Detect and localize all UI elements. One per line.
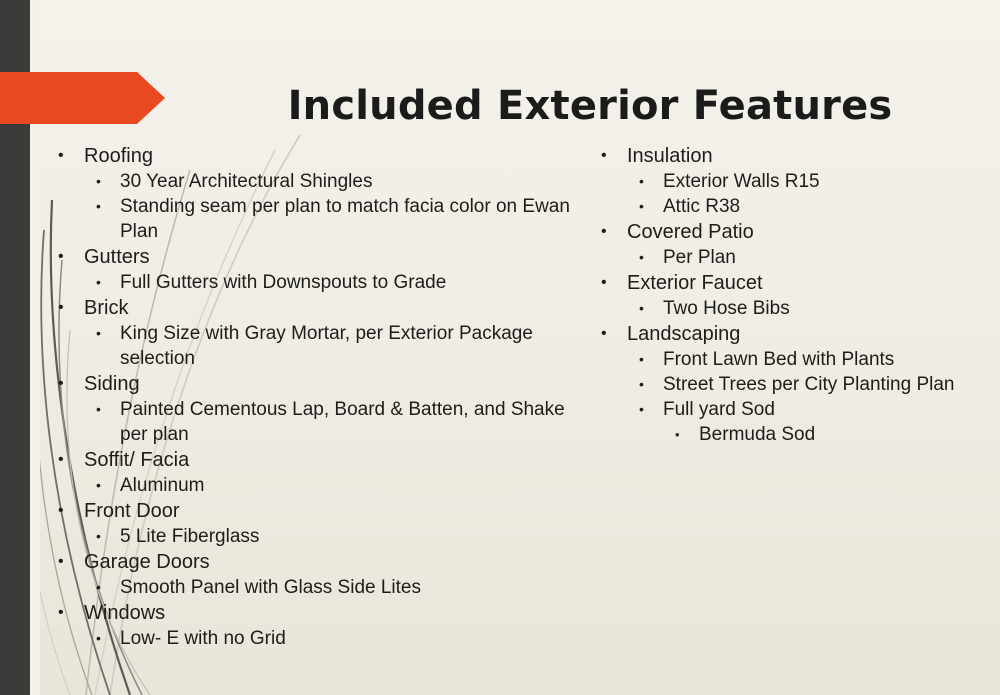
bullet-icon: •	[639, 249, 644, 265]
list-item	[84, 169, 589, 194]
list-item	[84, 397, 589, 447]
list-item	[585, 219, 1000, 270]
feature-label: Low- E with no Grid	[120, 628, 286, 649]
bullet-icon: •	[96, 325, 101, 341]
bullet-icon: •	[601, 274, 607, 291]
list-item	[44, 600, 589, 651]
feature-label: Street Trees per City Planting Plan	[663, 374, 955, 395]
sub-list	[84, 169, 589, 244]
list-item	[44, 447, 589, 498]
list-item	[627, 372, 1000, 397]
bullet-icon: •	[639, 401, 644, 417]
list-item	[44, 549, 589, 600]
feature-label: Front Lawn Bed with Plants	[663, 349, 895, 370]
feature-label: Insulation	[627, 145, 713, 167]
bullet-icon: •	[96, 173, 101, 189]
sub-sub-list	[663, 422, 1000, 447]
feature-label: Bermuda Sod	[699, 424, 816, 445]
bullet-icon: •	[96, 401, 101, 417]
sub-list	[84, 626, 589, 651]
list-item	[84, 270, 589, 295]
feature-label: Smooth Panel with Glass Side Lites	[120, 577, 421, 598]
bullet-icon: •	[58, 604, 64, 621]
feature-label: Garage Doors	[84, 551, 210, 573]
list-item	[585, 143, 1000, 219]
feature-label: 5 Lite Fiberglass	[120, 526, 260, 547]
bullet-icon: •	[639, 198, 644, 214]
sub-list	[627, 347, 1000, 447]
list-item	[44, 143, 589, 244]
feature-label: Painted Cementous Lap, Board & Batten, and Shake per plan	[120, 399, 565, 445]
feature-label: Landscaping	[627, 323, 741, 345]
bullet-icon: •	[675, 427, 680, 442]
list-item	[44, 371, 589, 447]
sub-list	[84, 270, 589, 295]
sub-list	[84, 321, 589, 371]
feature-label: Gutters	[84, 246, 150, 268]
feature-label: 30 Year Architectural Shingles	[120, 171, 373, 192]
bullet-icon: •	[96, 274, 101, 290]
feature-list-right	[585, 143, 1000, 447]
list-item	[84, 524, 589, 549]
list-item	[627, 347, 1000, 372]
feature-label: Windows	[84, 602, 166, 624]
sub-list	[84, 524, 589, 549]
bullet-icon: •	[96, 579, 101, 595]
feature-label: Covered Patio	[627, 221, 754, 243]
feature-label: Full Gutters with Downspouts to Grade	[120, 272, 447, 293]
sub-list	[84, 397, 589, 447]
page-title: Included Exterior Features	[287, 83, 893, 129]
list-item	[627, 194, 1000, 219]
list-item	[84, 575, 589, 600]
feature-label: Two Hose Bibs	[663, 298, 790, 319]
bullet-icon: •	[58, 147, 64, 164]
orange-arrow-banner	[0, 72, 165, 124]
sub-list	[84, 575, 589, 600]
sub-list	[84, 473, 589, 498]
feature-label: Brick	[84, 297, 129, 319]
bullet-icon: •	[58, 248, 64, 265]
bullet-icon: •	[58, 502, 64, 519]
feature-label: Per Plan	[663, 247, 736, 268]
feature-label: Exterior Faucet	[627, 272, 763, 294]
sub-list	[627, 169, 1000, 219]
bullet-icon: •	[96, 630, 101, 646]
sub-list	[627, 296, 1000, 321]
list-item	[585, 321, 1000, 447]
bullet-icon: •	[639, 376, 644, 392]
bullet-icon: •	[58, 553, 64, 570]
list-item	[84, 321, 589, 371]
list-item	[44, 244, 589, 295]
bullet-icon: •	[96, 528, 101, 544]
left-column	[44, 143, 589, 651]
bullet-icon: •	[601, 325, 607, 342]
bullet-icon: •	[96, 198, 101, 214]
list-item	[84, 626, 589, 651]
bullet-icon: •	[601, 223, 607, 240]
list-item	[84, 473, 589, 498]
feature-label: Soffit/ Facia	[84, 449, 190, 471]
feature-label: King Size with Gray Mortar, per Exterior Package selection	[120, 323, 533, 369]
list-item	[44, 498, 589, 549]
right-column	[585, 143, 1000, 447]
list-item	[585, 270, 1000, 321]
feature-label: Exterior Walls R15	[663, 171, 820, 192]
bullet-icon: •	[58, 375, 64, 392]
feature-label: Front Door	[84, 500, 180, 522]
sub-list	[627, 245, 1000, 270]
list-item	[627, 245, 1000, 270]
bullet-icon: •	[601, 147, 607, 164]
feature-list-left	[44, 143, 589, 651]
list-item	[84, 194, 589, 244]
list-item	[627, 169, 1000, 194]
bullet-icon: •	[58, 299, 64, 316]
list-item	[44, 295, 589, 371]
bullet-icon: •	[639, 300, 644, 316]
bullet-icon: •	[639, 173, 644, 189]
bullet-icon: •	[58, 451, 64, 468]
feature-label: Siding	[84, 373, 140, 395]
feature-label: Full yard Sod	[663, 399, 775, 420]
feature-label: Standing seam per plan to match facia color on Ewan Plan	[120, 196, 570, 242]
feature-label: Roofing	[84, 145, 153, 167]
feature-label: Aluminum	[120, 475, 205, 496]
feature-label: Attic R38	[663, 196, 741, 217]
list-item	[627, 397, 1000, 447]
bullet-icon: •	[96, 477, 101, 493]
list-item	[627, 296, 1000, 321]
content-columns	[0, 143, 1000, 683]
bullet-icon: •	[639, 351, 644, 367]
list-item	[663, 422, 1000, 447]
